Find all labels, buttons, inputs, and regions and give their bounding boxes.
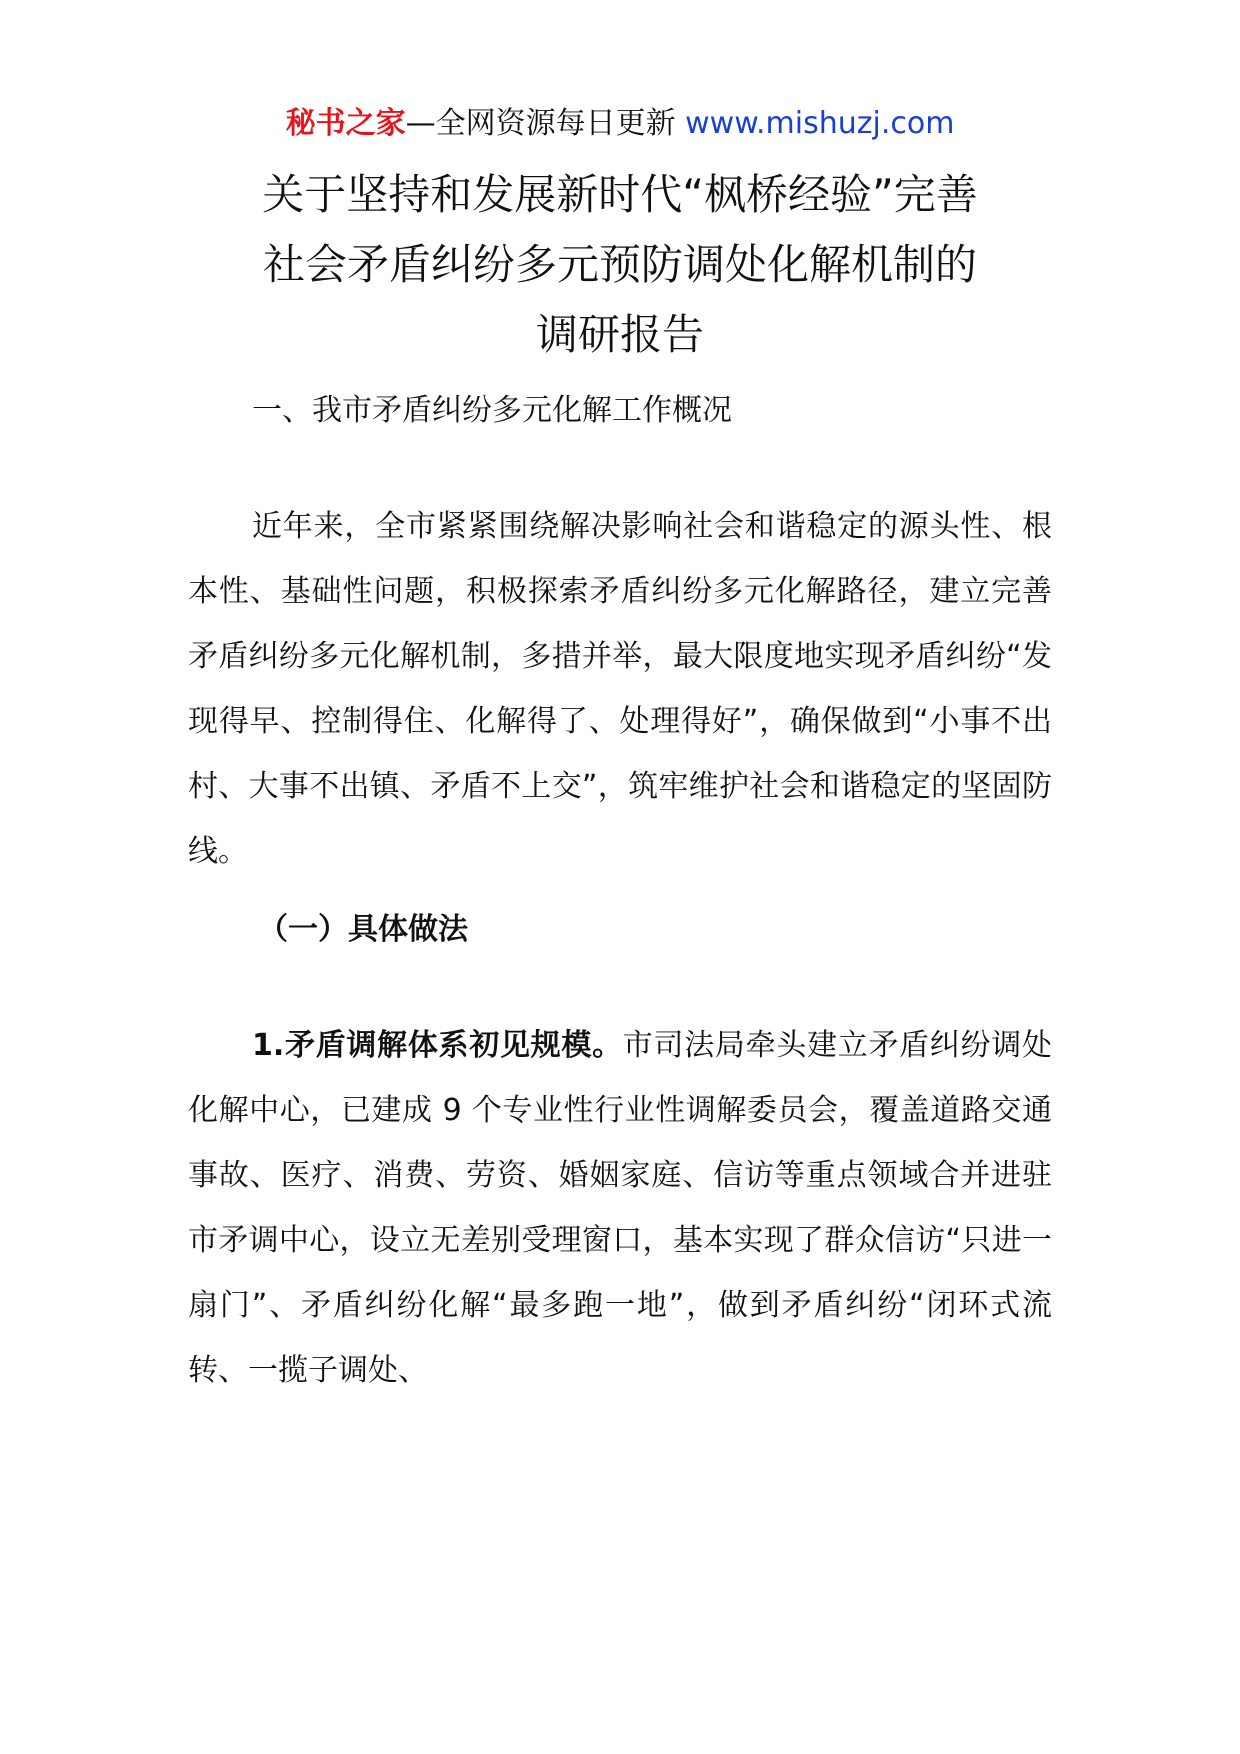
title-line-2: 社会矛盾纠纷多元预防调处化解机制的	[262, 240, 977, 289]
section-heading-overview: 一、我市矛盾纠纷多元化解工作概况	[252, 393, 732, 428]
site-banner	[0, 104, 1240, 144]
subsection-heading-practices: （一）具体做法	[258, 912, 468, 947]
practice-item-1-text: 市司法局牵头建立矛盾纠纷调处化解中心，已建成 9 个专业性行业性调解委员会，覆盖道路交通事故、医疗、消费、劳资、婚姻家庭、信访等重点领域合并进驻市矛调中心，设立无差别受理窗口，基本实现了群众信访“只进一扇门”、矛盾纠纷化解“最多跑一地”，做到矛盾纠纷“闭环式流转、一揽子调处、	[188, 1028, 1052, 1388]
banner-slogan: —全网资源每日更新	[405, 106, 686, 141]
brand-name: 秘书之家	[285, 106, 406, 141]
site-url[interactable]: www.mishuzj.com	[685, 106, 955, 141]
document-title	[0, 160, 1240, 370]
practice-item-1	[188, 1013, 1052, 1403]
overview-paragraph: 近年来，全市紧紧围绕解决影响社会和谐稳定的源头性、根本性、基础性问题，积极探索矛盾纠纷多元化解路径，建立完善矛盾纠纷多元化解机制，多措并举，最大限度地实现矛盾纠纷“发现得早、控制得住、化解得了、处理得好”，确保做到“小事不出村、大事不出镇、矛盾不上交”，筑牢维护社会和谐稳定的坚固防线。	[188, 509, 1052, 869]
title-line-3: 调研报告	[535, 310, 704, 359]
practice-item-1-lead: 1.矛盾调解体系初见规模。	[252, 1028, 623, 1063]
title-line-1: 关于坚持和发展新时代“枫桥经验”完善	[262, 170, 978, 219]
